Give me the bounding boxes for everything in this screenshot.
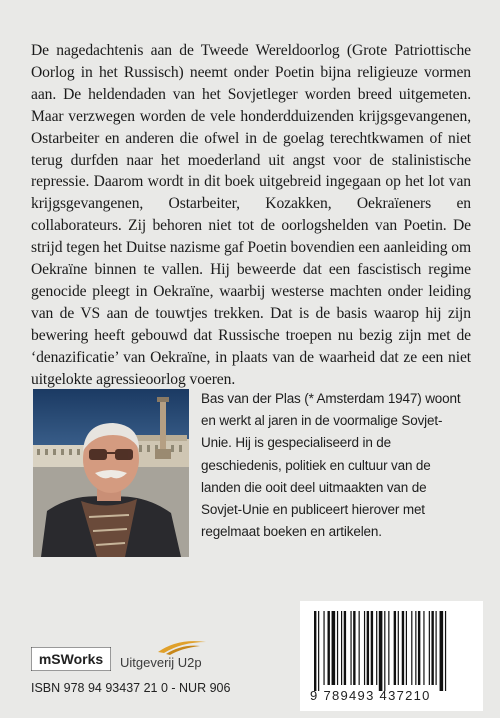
barcode-bar xyxy=(423,611,424,685)
barcode-bar xyxy=(318,611,319,691)
barcode-bar xyxy=(364,611,365,685)
barcode-bar xyxy=(367,611,369,685)
barcode-bar xyxy=(379,611,383,691)
barcode-bar xyxy=(332,611,336,685)
barcode-bar xyxy=(394,611,396,685)
u2p-logo-text: Uitgeverij U2p xyxy=(120,655,202,670)
barcode-bar xyxy=(436,611,437,685)
barcode-bar xyxy=(440,611,444,691)
author-photo xyxy=(33,389,189,557)
barcode-bar xyxy=(406,611,407,685)
isbn-line: ISBN 978 94 93437 21 0 - NUR 906 xyxy=(31,681,231,695)
barcode-bar xyxy=(415,611,416,685)
barcode-bar xyxy=(376,611,377,685)
barcode-bar xyxy=(429,611,430,685)
barcode-bar xyxy=(350,611,351,685)
barcode-bar xyxy=(337,611,338,685)
barcode-bar xyxy=(445,611,446,691)
msworks-logo-text: mSWorks xyxy=(38,651,104,667)
barcode-bar xyxy=(371,611,373,685)
back-cover-blurb: De nagedachtenis aan de Tweede Wereldoorlog (Grote Patriottische Oorlog in het Russisch) neemt onder Poetin bijna religieuze vormen aan. De heldendaden van het Sovjetleger worden breed uitgemeten. Maar verzwegen worden de vele honderdduizenden krijgsgevangenen, Ostarbeiter en anderen die ofwel in de goelag terechtkwamen of niet terug durfden naar het moederland uit angst voor de stalinistische repressie. Daarom wordt in dit boek uitgebreid ingegaan op het lot van krijgsgevangenen, Ostarbeiter, Kozakken, Oekraïeners en collaborateurs. Zij behoren niet tot de oorlogshelden van Poetin. De strijd tegen het Duitse nazisme gaf Poetin bovendien een aanleiding om Oekraïne binnen te vallen. Hij beweerde dat een fascistisch regime genocide pleegt in Oekraïne, waarbij westerse machten onder leiding van de VS aan de touwtjes trekken. Dat is de basis waarop hij zijn bewering heeft gebouwd dat Russische troepen nu bezig zijn met de ‘denazificatie’ van Oekraïne, in plaats van de waarheid dat ze een niet uitgelokte agressieoorlog voeren. xyxy=(31,42,471,388)
barcode-bar xyxy=(398,611,399,685)
barcode-bar xyxy=(418,611,420,685)
barcode-bar xyxy=(323,611,324,685)
barcode-bar xyxy=(388,611,389,685)
barcode-bar xyxy=(314,611,316,691)
barcode-bar xyxy=(359,611,360,685)
barcode-bar xyxy=(411,611,412,685)
barcode-bar xyxy=(402,611,404,685)
barcode-bar xyxy=(328,611,330,685)
barcode-bar xyxy=(353,611,355,685)
barcode-bar xyxy=(341,611,342,685)
barcode-bar xyxy=(431,611,433,685)
barcode-bar xyxy=(344,611,346,685)
author-bio: Bas van der Plas (* Amsterdam 1947) woont en werkt al jaren in de voormalige Sovjet-Unie. Hij is gespecialiseerd in de geschiedenis, politiek en cultuur van de landen die ooit deel uitmaakten van de Sovjet-Unie en publiceert hierover met regelmaat boeken en artikelen. xyxy=(201,391,461,540)
barcode-bar xyxy=(384,611,385,691)
msworks-logo xyxy=(31,647,111,671)
barcode-digits: 9 789493 437210 xyxy=(310,688,431,703)
